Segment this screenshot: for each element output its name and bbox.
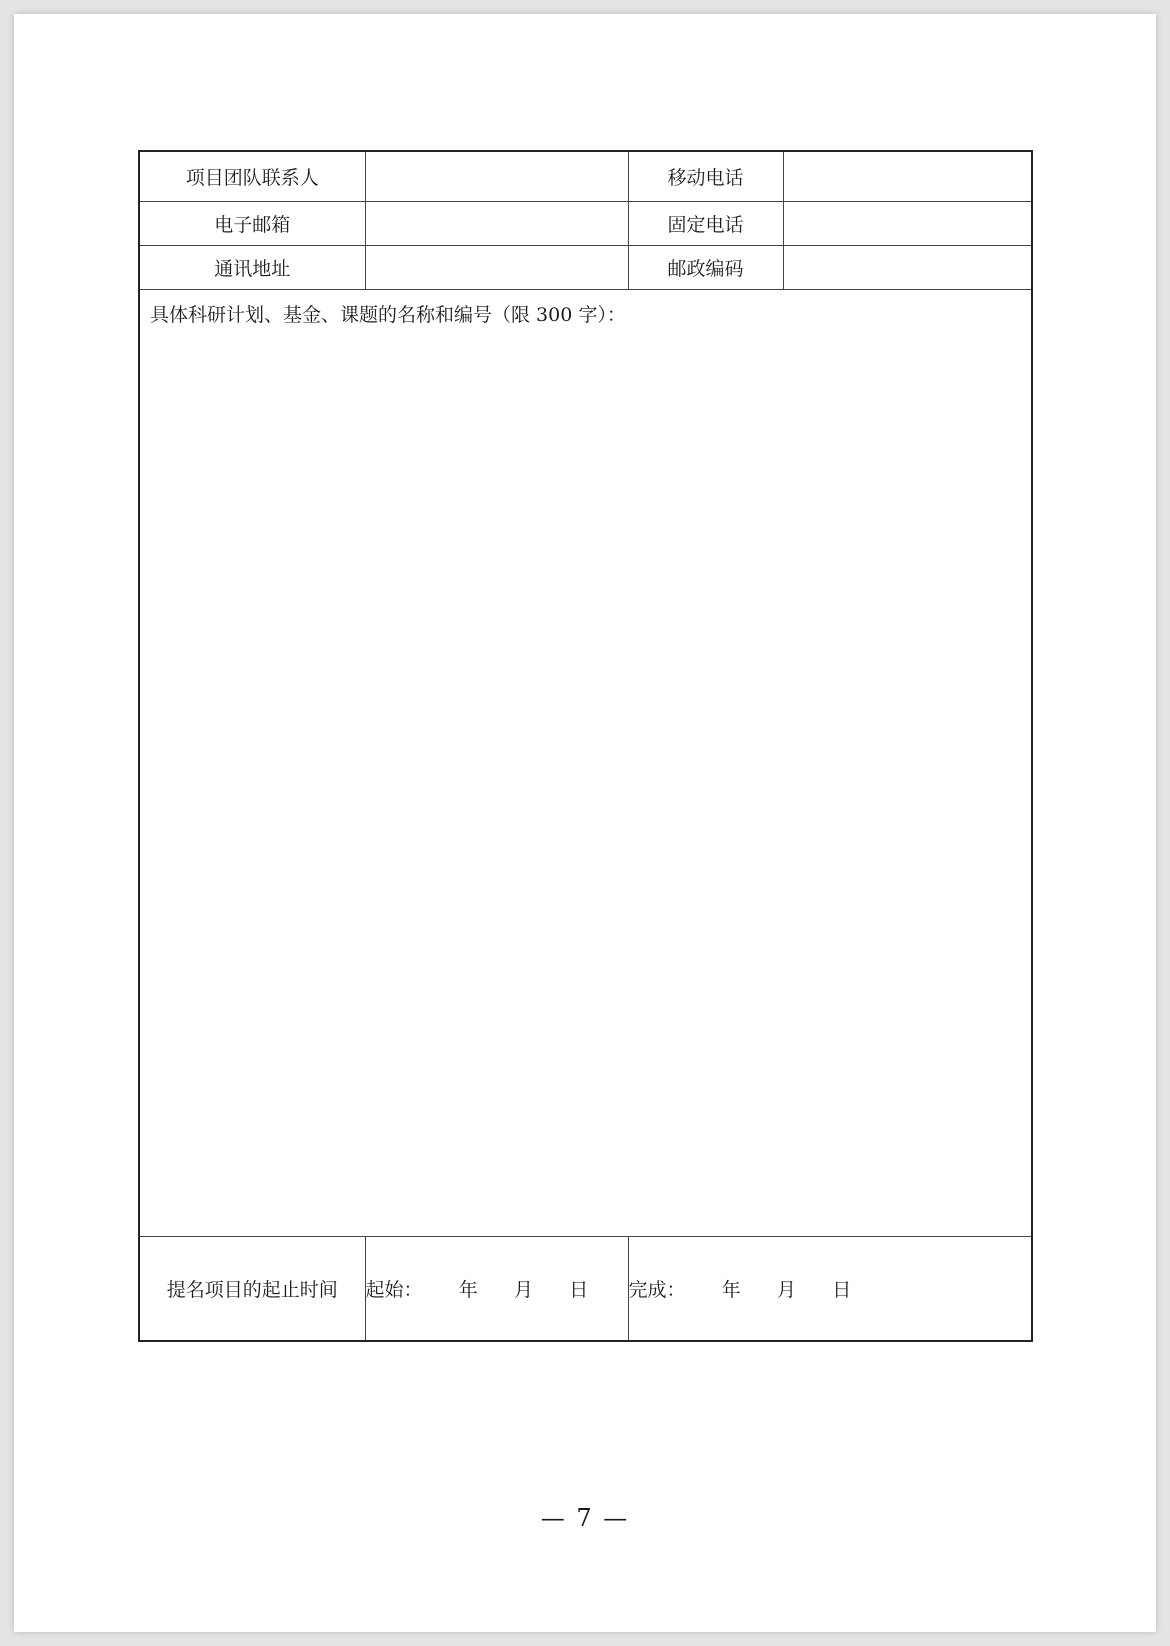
mobile-phone-field[interactable] <box>783 151 1032 202</box>
page-number: — 7 — <box>540 1504 630 1532</box>
address-row <box>139 246 1032 290</box>
contact-row <box>139 151 1032 202</box>
email-row <box>139 202 1032 246</box>
email-label: 电子邮箱 <box>139 202 365 246</box>
postcode-field[interactable] <box>783 246 1032 290</box>
research-plan-area[interactable] <box>139 290 1032 1237</box>
landline-phone-label: 固定电话 <box>628 202 783 246</box>
landline-phone-field[interactable] <box>783 202 1032 246</box>
research-plan-row <box>139 290 1032 1237</box>
time-row <box>139 1237 1032 1342</box>
mobile-phone-label: 移动电话 <box>628 151 783 202</box>
start-date-field[interactable]: 起始： 年 月 日 <box>365 1237 628 1342</box>
postcode-label: 邮政编码 <box>628 246 783 290</box>
research-plan-label: 具体科研计划、基金、课题的名称和编号（限 300 字）： <box>150 304 626 326</box>
document-page <box>14 14 1156 1632</box>
email-field[interactable] <box>365 202 628 246</box>
address-label: 通讯地址 <box>139 246 365 290</box>
end-date-field[interactable]: 完成： 年 月 日 <box>628 1237 1032 1342</box>
project-form-table <box>138 150 1033 1342</box>
contact-person-field[interactable] <box>365 151 628 202</box>
address-field[interactable] <box>365 246 628 290</box>
project-time-label: 提名项目的起止时间 <box>139 1237 365 1342</box>
contact-person-label: 项目团队联系人 <box>139 151 365 202</box>
